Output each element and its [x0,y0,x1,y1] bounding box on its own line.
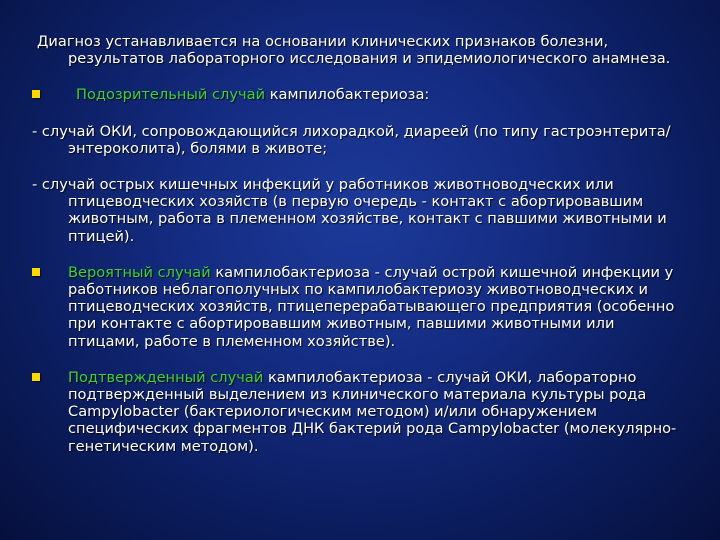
suspect-criterion-2: - случай острых кишечных инфекций у работников животноводческих или птицеводческих хозяйств (в первую очередь - контакт с абортировавшим животным, работа в племенном хозяйстве, контакт с павшими животными и птицей). [32,176,667,245]
suspect-case-text: кампилобактериоза: [265,86,430,104]
square-bullet-icon [32,90,40,98]
intro-paragraph: Диагноз устанавливается на основании клинических признаков болезни, результатов лабораторного исследования и эпидемиологического анамнеза. [37,33,671,68]
suspect-criterion-1: - случай ОКИ, сопровождающийся лихорадкой, диареей (по типу гастроэнтерита/энтероколита), болями в животе; [32,122,671,157]
confirmed-case-label: Подтвержденный случай [68,368,264,386]
confirmed-case-text: кампилобактериоза - случай ОКИ, лабораторно подтвержденный выделением из клинического материала культуры рода Campylobacter (бактериологическим методом) и/или обнаружением специфических фрагментов ДНК бактерий рода Campylobacter (молекулярно-генетическим методом). [68,368,677,455]
suspect-case-label: Подозрительный случай [76,86,266,104]
probable-case-item [32,264,682,350]
probable-case-label: Вероятный случай [68,263,211,281]
probable-case-text: кампилобактериоза - случай острой кишечной инфекции у работников неблагополучных по кампилобактериозу животноводческих и птицеводческих хозяйств, птицеперерабатывающего предприятия (особенно при контакте с абортировавшим животным, павшими животными или птицами, работе в племенном хозяйстве). [68,263,675,350]
square-bullet-icon [32,373,40,381]
slide-content [32,33,682,474]
square-bullet-icon [32,268,40,276]
suspect-case-item [32,86,682,103]
confirmed-case-item [32,369,682,455]
